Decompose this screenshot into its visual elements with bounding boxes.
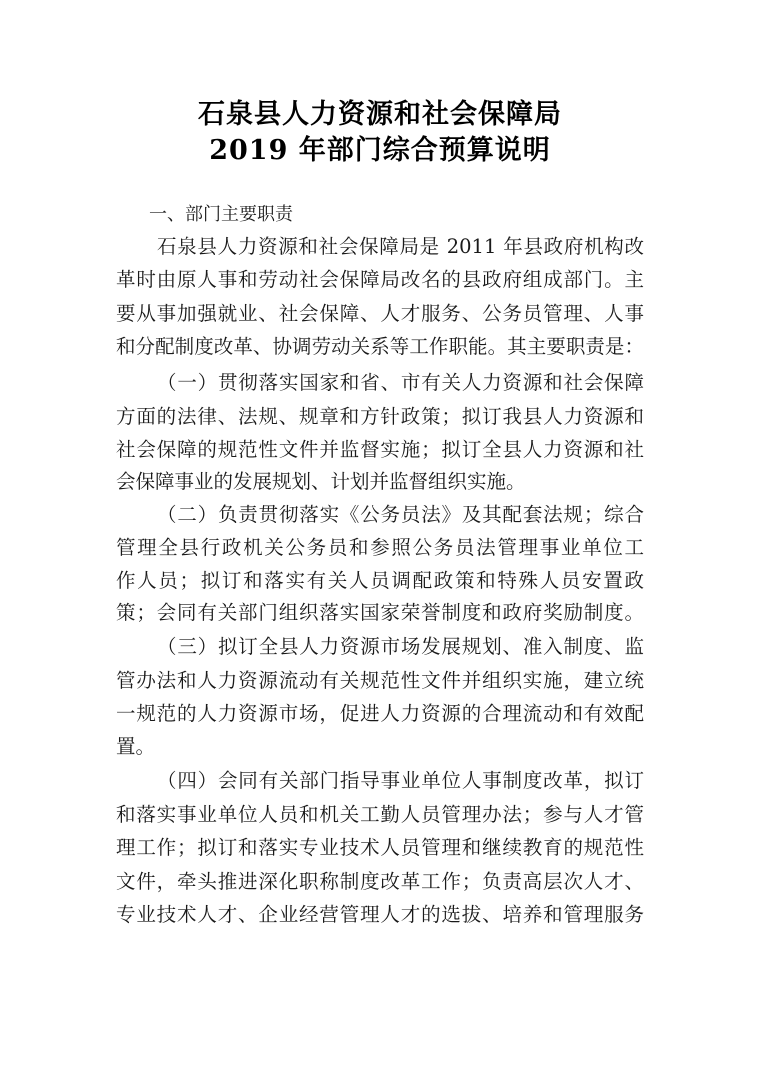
paragraph-line: 会保障事业的发展规划、计划并监督组织实施。 xyxy=(116,470,526,493)
paragraph-line: 理工作；拟订和落实专业技术人员管理和继续教育的规范性 xyxy=(116,836,644,859)
paragraph-line: 和落实事业单位人员和机关工勤人员管理办法；参与人才管 xyxy=(116,803,644,826)
paragraph-line: 方面的法律、法规、规章和方针政策；拟订我县人力资源和 xyxy=(116,405,644,428)
document-title-line1: 石泉县人力资源和社会保障局 xyxy=(198,99,562,130)
paragraph-line: 置。 xyxy=(116,735,156,758)
section-heading: 一、部门主要职责 xyxy=(149,204,293,225)
paragraph-line: 作人员；拟订和落实有关人员调配政策和特殊人员安置政 xyxy=(116,569,644,592)
paragraph-line: （一）贯彻落实国家和省、市有关人力资源和社会保障 xyxy=(157,371,644,394)
paragraph-line: 文件，牵头推进深化职称制度改革工作；负责高层次人才、 xyxy=(116,870,644,893)
paragraph-line: 管理全县行政机关公务员和参照公务员法管理事业单位工 xyxy=(116,536,644,559)
paragraph-line: 和分配制度改革、协调劳动关系等工作职能。其主要职责是： xyxy=(116,335,644,358)
paragraph-line: （二）负责贯彻落实《公务员法》及其配套法规；综合 xyxy=(157,503,644,526)
paragraph-line: 石泉县人力资源和社会保障局是 2011 年县政府机构改 xyxy=(157,235,644,258)
paragraph-line: 专业技术人才、企业经营管理人才的选拔、培养和管理服务 xyxy=(116,903,644,926)
paragraph-line: 策；会同有关部门组织落实国家荣誉制度和政府奖励制度。 xyxy=(116,601,644,624)
paragraph-line: （四）会同有关部门指导事业单位人事制度改革，拟订 xyxy=(157,769,644,792)
paragraph-line: 要从事加强就业、社会保障、人才服务、公务员管理、人事 xyxy=(116,302,644,325)
paragraph-line: 一规范的人力资源市场，促进人力资源的合理流动和有效配 xyxy=(116,702,644,725)
document-title-line2: 2019 年部门综合预算说明 xyxy=(209,135,551,166)
paragraph-line: 社会保障的规范性文件并监督实施；拟订全县人力资源和社 xyxy=(116,438,644,461)
paragraph-line: 管办法和人力资源流动有关规范性文件并组织实施，建立统 xyxy=(116,669,644,692)
paragraph-line: 革时由原人事和劳动社会保障局改名的县政府组成部门。主 xyxy=(116,268,644,291)
paragraph-line: （三）拟订全县人力资源市场发展规划、准入制度、监 xyxy=(157,635,644,658)
